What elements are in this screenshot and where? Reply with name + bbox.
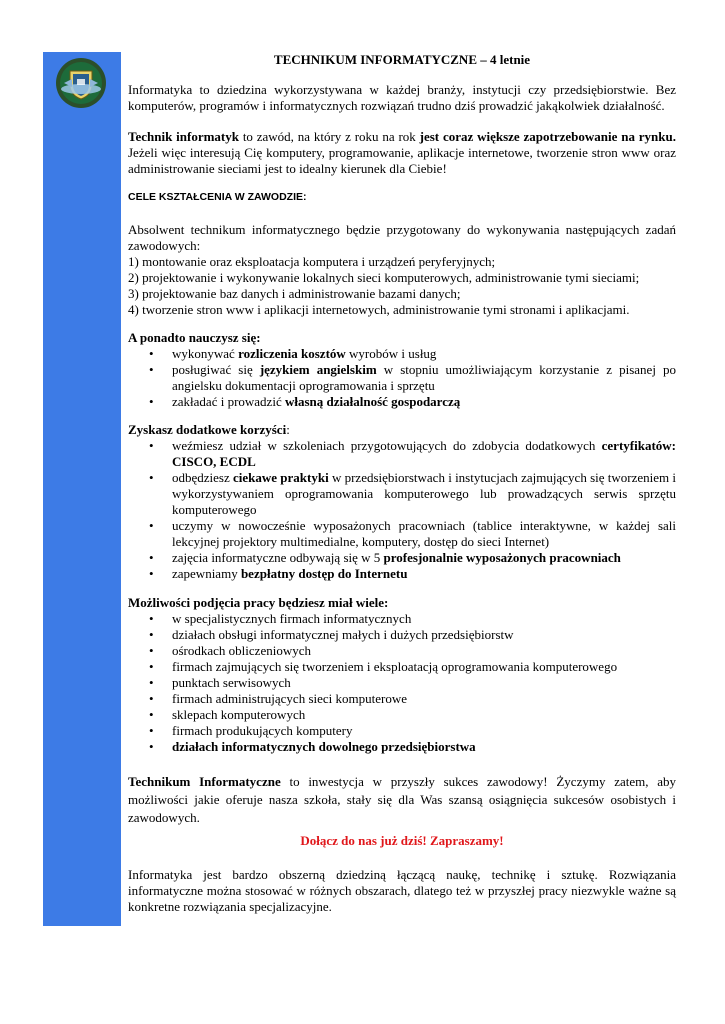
benefits-heading: Zyskasz dodatkowe korzyści:: [128, 422, 290, 437]
list-item: • firmach administrujących sieci komputerowe: [172, 691, 676, 707]
goal-item: 1) montowanie oraz eksploatacja komputera i urządzeń peryferyjnych;: [128, 254, 496, 269]
skills-heading: A ponadto nauczysz się:: [128, 330, 261, 345]
intro-paragraph-1: Informatyka to dziedzina wykorzystywana w każdej branży, instytucji czy przedsiębiorstwie. Bez komputerów, programów i informatycznych rozwiązań trudno dziś prowadzić jakąkolwiek działalność.: [128, 82, 676, 113]
list-item: • zakładać i prowadzić własną działalność gospodarczą: [172, 394, 676, 410]
list-item: • firmach zajmujących się tworzeniem i eksploatacją oprogramowania komputerowego: [172, 659, 676, 675]
goal-item: 4) tworzenie stron www i aplikacji internetowych, administrowanie tymi stronami i aplikacjami.: [128, 302, 630, 317]
jobs-heading: Możliwości podjęcia pracy będziesz miał wiele:: [128, 595, 389, 610]
list-item: • firmach produkujących komputery: [172, 723, 676, 739]
benefits-list: [128, 438, 676, 582]
list-item: • zapewniamy bezpłatny dostęp do Internetu: [172, 566, 676, 582]
blue-sidebar: [43, 52, 121, 926]
list-item: • w specjalistycznych firmach informatycznych: [172, 611, 676, 627]
document-body: [128, 52, 676, 915]
list-item: • działach obsługi informatycznej małych i dużych przedsiębiorstw: [172, 627, 676, 643]
goals-lead: Absolwent technikum informatycznego będzie przygotowany do wykonywania następujących zadań zawodowych:: [128, 222, 676, 253]
list-item: • zajęcia informatyczne odbywają się w 5 profesjonalnie wyposażonych pracowniach: [172, 550, 676, 566]
call-to-action: Dołącz do nas już dziś! Zapraszamy!: [300, 833, 504, 848]
list-item: • sklepach komputerowych: [172, 707, 676, 723]
goals-heading: CELE KSZTAŁCENIA W ZAWODZIE:: [128, 191, 307, 203]
list-item: • uczymy w nowocześnie wyposażonych pracowniach (tablice interaktywne, w każdej sali lekcyjnej projektory multimedialne, komputery, dostęp do sieci Internet): [172, 518, 676, 550]
school-emblem-icon: [54, 57, 108, 109]
goal-item: 3) projektowanie baz danych i administrowanie bazami danych;: [128, 286, 461, 301]
closing-paragraph: Technikum Informatyczne to inwestycja w przyszły sukces zawodowy! Życzymy zatem, aby możliwości jakie oferuje nasza szkoła, stały się dla Was szansą osiągnięcia sukcesów osobistych i zawodowych.: [128, 774, 676, 825]
list-item: • punktach serwisowych: [172, 675, 676, 691]
list-item: • odbędziesz ciekawe praktyki w przedsiębiorstwach i instytucjach zajmujących się tworzeniem i wykorzystywaniem oprogramowania komputerowego lub prowadzących serwis sprzętu komputerowego: [172, 470, 676, 518]
list-item: • działach informatycznych dowolnego przedsiębiorstwa: [172, 739, 676, 755]
skills-list: [128, 346, 676, 410]
jobs-list: [128, 611, 676, 755]
list-item: • ośrodkach obliczeniowych: [172, 643, 676, 659]
list-item: • posługiwać się językiem angielskim w stopniu umożliwiającym korzystanie z pisanej po angielsku dokumentacji oprogramowania i sprzętu: [172, 362, 676, 394]
list-item: • weźmiesz udział w szkoleniach przygotowujących do zdobycia dodatkowych certyfikatów: CISCO, ECDL: [172, 438, 676, 470]
intro-paragraph-2: Technik informatyk to zawód, na który z roku na rok jest coraz większe zapotrzebowanie na rynku. Jeżeli więc interesują Cię komputery, programowanie, aplikacje internetowe, tworzenie stron www oraz administrowanie sieciami jest to idealny kierunek dla Ciebie!: [128, 129, 676, 176]
page-title: TECHNIKUM INFORMATYCZNE – 4 letnie: [273, 52, 531, 67]
final-paragraph: Informatyka jest bardzo obszerną dziedziną łączącą naukę, technikę i sztukę. Rozwiązania informatyczne można stosować w różnych obszarach, dlatego też w przyszłej pracy niezwykle ważne są konkretne rozwiązania specjalizacyjne.: [128, 867, 676, 914]
list-item: • wykonywać rozliczenia kosztów wyrobów i usług: [172, 346, 676, 362]
goal-item: 2) projektowanie i wykonywanie lokalnych sieci komputerowych, administrowanie tymi sieciami;: [128, 270, 640, 285]
